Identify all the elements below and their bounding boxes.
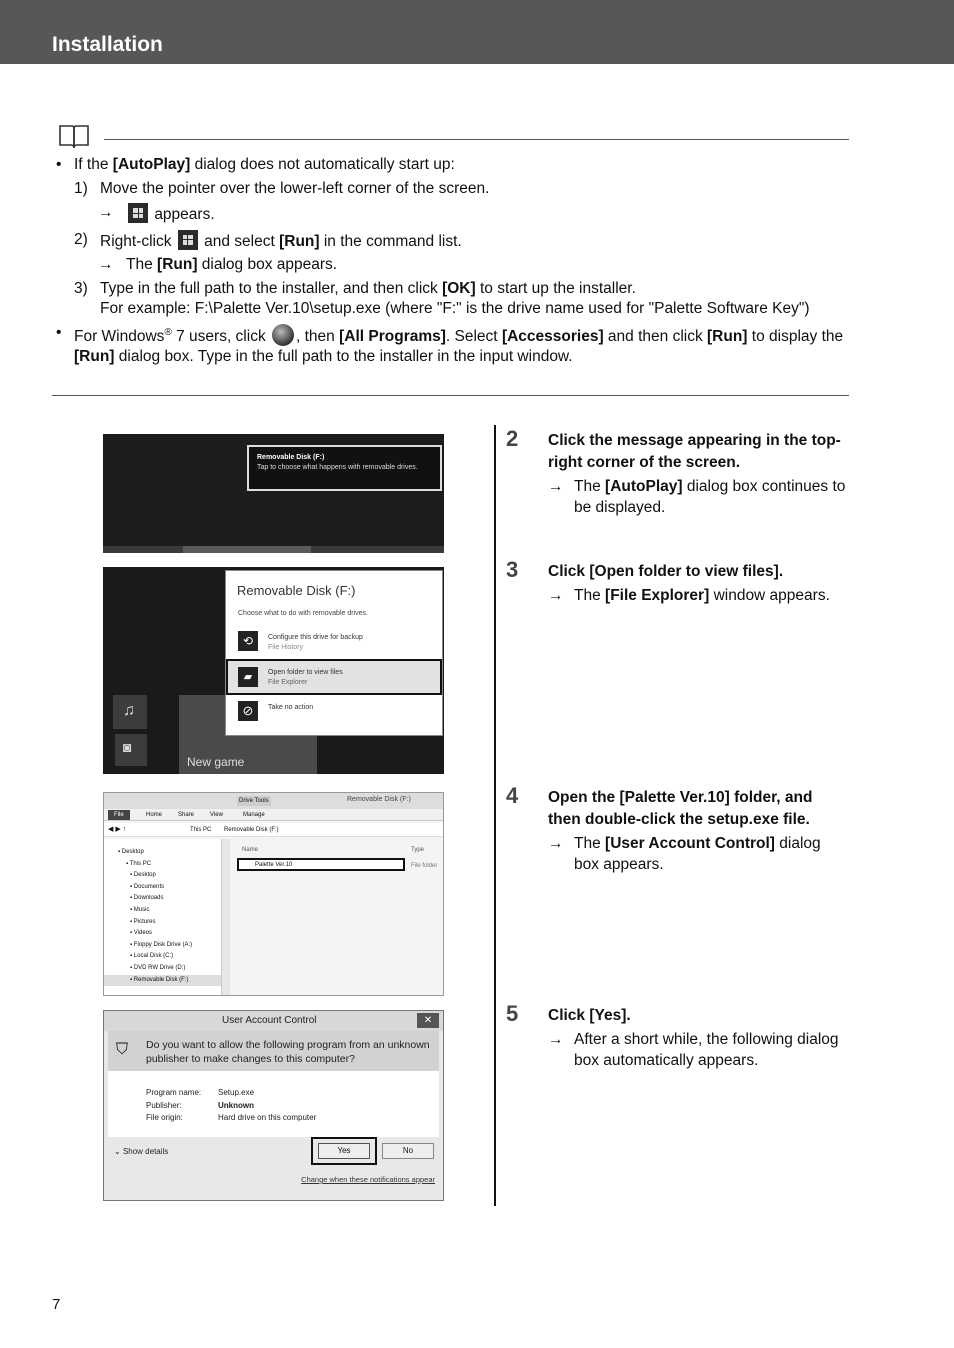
shield-icon: ⛉ <box>116 1041 129 1058</box>
tab-home[interactable]: Home <box>146 812 163 818</box>
tree-item[interactable]: ▪ Removable Disk (F:) <box>104 975 221 987</box>
nav-pane <box>104 839 222 995</box>
tab-manage[interactable]: Manage <box>243 812 265 818</box>
autoplay-dialog: Removable Disk (F:) Choose what to do with removable drives. ⟲ Configure this drive for backup File History ▰ Open folder to view files File Explorer ⊘ Take no action <box>225 570 443 736</box>
toast-notification[interactable]: Removable Disk (F:) Tap to choose what happens with removable drives. <box>247 445 442 491</box>
tree-item[interactable]: ▪ Videos <box>130 930 153 937</box>
tree-item[interactable]: ▪ Documents <box>130 883 165 890</box>
yes-button[interactable]: Yes <box>318 1143 370 1159</box>
note-step-1: 1) Move the pointer over the lower-left corner of the screen. <box>74 179 490 197</box>
windows7-start-icon <box>272 324 294 346</box>
tree-item[interactable]: ▪ DVD RW Drive (D:) <box>130 964 186 971</box>
note-step-1-result: → appears. <box>98 204 215 223</box>
history-icon: ⟲ <box>238 631 258 651</box>
show-details-toggle[interactable]: ⌄ Show details <box>114 1147 169 1156</box>
note-bullet-2: • For Windows® 7 users, click , then [All Programs]. Select [Accessories] and then click [Run] to display the [Run] dialog box. Type in the full path to the installer in the input window. <box>56 323 844 366</box>
option-backup[interactable]: Configure this drive for backup File History <box>268 634 363 651</box>
tree-item[interactable]: ▪ This PC <box>126 860 152 867</box>
windows-start-icon <box>128 203 148 223</box>
note-step-2: 2) Right-click and select [Run] in the command list. <box>74 230 462 250</box>
note-bullet-1: • If the [AutoPlay] dialog does not automatically start up: <box>56 156 455 173</box>
tree-item[interactable]: ▪ Local Disk (C:) <box>130 953 174 960</box>
tree-item[interactable]: ▪ Desktop <box>130 872 156 879</box>
note-box <box>56 155 846 368</box>
tab-file[interactable]: File <box>108 810 130 820</box>
camera-icon: ◙ <box>123 739 132 755</box>
book-icon <box>58 124 90 150</box>
note-step-3-example: For example: F:\Palette Ver.10\setup.exe (where "F:" is the drive name used for "Palette Software Key") <box>100 300 810 317</box>
screenshot-file-explorer: Drive Tools Removable Disk (F:) File Home Share View Manage ◀ ▶ ↑ This PC Removable Disk (F:) ▪ Desktop ▪ This PC ▪ Desktop ▪ Documents ▪ Downloads ▪ Music ▪ Pictures ▪ Videos ▪ Floppy Disk Drive (A:) ▪ Local Disk (C:) ▪ DVD RW Drive (D:) ▪ Removable Disk (F:) Name Type Palette Ver.10 File folder <box>103 792 444 996</box>
note-step-3: 3) Type in the full path to the installer, and then click [OK] to start up the installer. <box>74 279 636 297</box>
tile-label: New game <box>187 755 245 769</box>
page-title: Installation <box>52 33 163 56</box>
note-step-2-result: → The [Run] dialog box appears. <box>98 256 338 273</box>
option-open-folder[interactable]: ▰ Open folder to view files File Explorer <box>226 659 442 695</box>
tree-item[interactable]: ▪ Downloads <box>130 895 164 902</box>
no-action-icon: ⊘ <box>238 701 258 721</box>
tree-item[interactable]: ▪ Music <box>130 906 150 913</box>
screenshot-uac: User Account Control ✕ ⛉ Do you want to allow the following program from an unknown publisher to make changes to this computer? Program name: Publisher: File origin: Setup.exe Unknown Hard drive on this computer ⌄ Show details Yes No Change when these notifications appear <box>103 1010 444 1201</box>
option-no-action[interactable]: Take no action <box>268 704 314 711</box>
column-divider <box>494 425 496 1206</box>
tab-view[interactable]: View <box>210 812 223 818</box>
headphones-icon: ♫ <box>123 702 135 719</box>
folder-icon: ▰ <box>238 667 258 687</box>
step-4: 4 Open the [Palette Ver.10] folder, and then double-click the setup.exe file. → The [User Account Control] dialog box appears. <box>506 783 821 873</box>
screenshot-autoplay <box>103 567 444 774</box>
tree-item[interactable]: ▪ Floppy Disk Drive (A:) <box>130 941 193 948</box>
tree-item[interactable]: ▪ Desktop <box>118 849 144 855</box>
no-button[interactable]: No <box>382 1143 434 1159</box>
notifications-link[interactable]: Change when these notifications appear <box>301 1175 435 1184</box>
windows-start-icon <box>178 230 198 250</box>
note-end-rule <box>52 395 849 396</box>
screenshot-toast <box>103 434 444 553</box>
tab-share[interactable]: Share <box>178 812 195 818</box>
scrollbar[interactable] <box>222 839 230 995</box>
back-icon[interactable]: ◀ ▶ ↑ <box>108 826 127 833</box>
tree-item[interactable]: ▪ Pictures <box>130 918 156 925</box>
address-bar[interactable]: ◀ ▶ ↑ This PC Removable Disk (F:) <box>104 823 443 837</box>
step-5: 5 Click [Yes]. → After a short while, the following dialog box automatically appears. <box>506 1001 839 1069</box>
note-rule <box>104 139 849 140</box>
page-header <box>0 0 954 64</box>
page-number: 7 <box>52 1296 61 1313</box>
folder-row-palette[interactable]: Palette Ver.10 <box>237 858 405 871</box>
step-2: 2 Click the message appearing in the top-right corner of the screen. → The [AutoPlay] dialog box continues to be displayed. <box>506 426 846 516</box>
step-3: 3 Click [Open folder to view files]. → The [File Explorer] window appears. <box>506 557 830 604</box>
close-button[interactable]: ✕ <box>417 1013 439 1028</box>
